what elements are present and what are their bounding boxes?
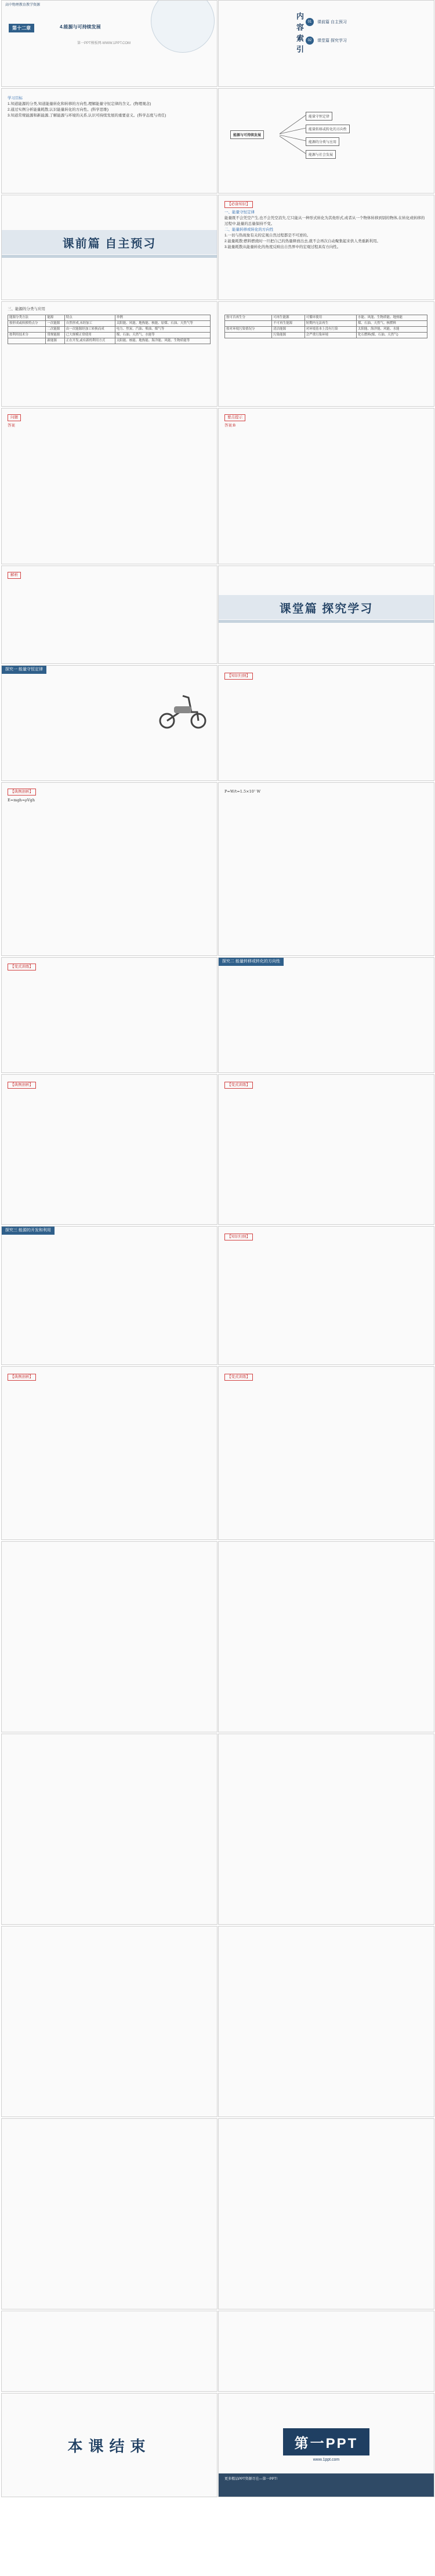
end-text: 本课结束 — [67, 2437, 151, 2455]
toc-item-2[interactable] — [306, 37, 347, 45]
example-text — [8, 1082, 211, 1090]
goals-text — [8, 96, 211, 119]
slide-analysis — [1, 565, 217, 664]
knowledge-summary-tag: 【知识归纳】 — [224, 673, 253, 680]
table-row — [8, 321, 211, 327]
slide-practice-1 — [1, 957, 217, 1073]
toc-number: 01 — [306, 18, 314, 26]
toc-label: 课堂篇 探究学习 — [317, 39, 347, 43]
table-cell — [8, 327, 46, 333]
goal-line: 1.知道能源的分类,知道能量转化和转移的方向性,理解能量守恒定律的含义。(物理观念) — [8, 102, 151, 106]
slide-example-1-solution — [218, 782, 434, 956]
mindmap-root: 能源与可持续发展 — [230, 130, 264, 139]
slide-exercise-1 — [1, 1541, 217, 1732]
knowledge-line: 二、能量转移或转化的方向性 — [224, 228, 274, 232]
table-cell: 已大规模正常使用 — [64, 333, 115, 338]
slide-probe-1 — [1, 665, 217, 781]
section1-title: 课前篇 自主预习 — [62, 237, 157, 250]
goals-header: 学习目标 — [8, 96, 23, 100]
slide-end — [1, 2393, 217, 2497]
slide-question-2 — [218, 408, 434, 564]
table-cell: 水能、风能、生物质能、地热能 — [356, 315, 427, 321]
energy-table — [8, 315, 211, 344]
knowledge-line: 2.能量耗散:燃料燃烧时一旦把自己的热量释放出去,就不会再次自动聚集起来供人类重新利用。 — [224, 239, 381, 243]
table-cell: 不可再生能源 — [272, 321, 305, 327]
table-cell: 可循环使用 — [304, 315, 356, 321]
mindmap-branch: 能源与社会发展 — [306, 150, 336, 159]
goal-line: 3.知道常规能源和新能源,了解能源与环境的关系,认识可持续发展的重要意义。(科学态度与责任) — [8, 114, 166, 118]
formula-line: E=mgh=ρVgh — [8, 798, 35, 802]
slide-goals — [1, 88, 217, 194]
knowledge-line: 3.能量耗散从能量转化的角度反映出自然界中的宏观过程具有方向性。 — [224, 245, 341, 249]
cover-header: 高中物理教育教学资源 — [5, 3, 41, 7]
table-cell: 正在开发,或有新的利用方式 — [64, 338, 115, 344]
table-header-row — [8, 315, 211, 321]
slide-probe-3-knowledge — [218, 1226, 434, 1365]
slide-probe-3-example — [1, 1366, 217, 1540]
table-cell: 清洁能源 — [272, 327, 305, 333]
table-header: 举例 — [115, 315, 210, 321]
slide-knowledge-summary — [218, 665, 434, 781]
table-cell: 可再生能源 — [272, 315, 305, 321]
slide-probe-3 — [1, 1226, 217, 1365]
knowledge-summary-tag: 【知识归纳】 — [224, 1234, 253, 1240]
table-cell: 按可否再生分 — [225, 315, 272, 321]
slide-exercise-9 — [1, 2311, 217, 2392]
table-cell: 煤、石油、天然气、核燃料 — [356, 321, 427, 327]
slide-exercise-6 — [218, 1926, 434, 2117]
table-cell — [8, 338, 46, 344]
chapter-label: 第十二章 — [9, 24, 34, 32]
slide-toc — [218, 0, 434, 87]
slide-exercise-3 — [1, 1734, 217, 1925]
table-cell — [225, 333, 272, 338]
practice-text — [224, 1374, 428, 1382]
practice-tag: 【变式训练】 — [8, 964, 36, 970]
table-cell: 会严重污染环境 — [304, 333, 356, 338]
slide-example-1 — [1, 782, 217, 956]
slide-table-2 — [218, 301, 434, 407]
table-cell: 对环境基本上没有污染 — [304, 327, 356, 333]
mindmap-branch: 能源的分类与应用 — [306, 137, 339, 146]
slide-probe-3-practice — [218, 1366, 434, 1540]
table-cell: 化石燃料(煤、石油、天然气) — [356, 333, 427, 338]
table-cell: 太阳能、海洋能、风能、水能 — [356, 327, 427, 333]
probe-banner: 探究三 能源的开发和利用 — [2, 1227, 55, 1235]
summary-text — [224, 673, 428, 681]
knowledge-line: 1.一切与热现象有关的宏观自然过程都是不可逆的。 — [224, 233, 311, 238]
slide-exercise-8 — [218, 2118, 434, 2309]
toc-number: 02 — [306, 37, 314, 45]
section-title-bar — [219, 595, 434, 619]
question-text — [224, 414, 428, 429]
table-header: 特点 — [64, 315, 115, 321]
table-row — [8, 333, 211, 338]
table-cell: 太阳能、风能、地热能、核能、原煤、石油、天然气等 — [115, 321, 210, 327]
slide-section1 — [1, 195, 217, 300]
table-cell: 污染能源 — [272, 333, 305, 338]
table-cell: 煤、石油、天然气、水能等 — [115, 333, 210, 338]
goal-line: 2.通过实例分析能量耗散,认识能量转化的方向性。(科学思维) — [8, 108, 109, 112]
toc-title: 内容索引 — [295, 12, 304, 56]
section2-title: 课堂篇 探究学习 — [279, 602, 374, 615]
probe-banner: 探究二 能量转移或转化的方向性 — [219, 958, 284, 966]
answer-line: 答案:B — [224, 424, 236, 428]
title-stripe — [2, 255, 217, 258]
slide-exercise-4 — [218, 1734, 434, 1925]
knowledge-text — [224, 201, 428, 250]
logo-url: www.1ppt.com — [313, 2458, 340, 2462]
table-row — [225, 333, 427, 338]
title-stripe — [219, 620, 434, 623]
cover-decoration — [151, 0, 215, 53]
slide-exercise-7 — [1, 2118, 217, 2309]
table-cell: 太阳能、核能、地热能、海洋能、风能、生物质能等 — [115, 338, 210, 344]
slide-logo — [218, 2393, 434, 2497]
table-cell: 常规能源 — [46, 333, 64, 338]
cover-url: 第一PPT模板网-WWW.1PPT.COM — [77, 42, 130, 45]
practice-text — [224, 1082, 428, 1090]
example-tag: 【典例剖析】 — [8, 789, 36, 796]
slide-question-1 — [1, 408, 217, 564]
slide-exercise-10 — [218, 2311, 434, 2392]
practice-tag: 【变式训练】 — [224, 1082, 253, 1089]
practice-tag: 【变式训练】 — [224, 1374, 253, 1381]
footer-strip — [219, 2473, 434, 2497]
footer-text: 更多精品PPT资源尽在—第一PPT! — [224, 2478, 278, 2481]
slide-probe-2-practice — [218, 1074, 434, 1225]
formula-line: P=W/t=1.5×10⁷ W — [224, 789, 261, 794]
solution-text — [224, 789, 428, 794]
summary-text — [224, 1234, 428, 1242]
table-cell — [225, 321, 272, 327]
table-cell: 新能源 — [46, 338, 64, 344]
slide-probe-2 — [218, 957, 434, 1073]
slide-probe-2-example — [1, 1074, 217, 1225]
probe-banner: 探究一 能量守恒定律 — [2, 666, 46, 674]
table-cell: 按形成或转换特点分 — [8, 321, 46, 327]
slide-knowledge — [218, 195, 434, 300]
knowledge-line: 能量既不会凭空产生,也不会凭空消失,它只能从一种形式转化为其他形式,或者从一个物体转移到别的物体,在转化或转移的过程中,能量的总量保持不变。 — [224, 216, 425, 226]
table-cell: 短期内无法再生 — [304, 321, 356, 327]
section-title-bar — [2, 230, 217, 254]
answer-line: 答案 — [8, 424, 15, 428]
table-row — [8, 327, 211, 333]
lesson-title: 4.能源与可持续发展 — [60, 24, 101, 30]
slide-exercise-5 — [1, 1926, 217, 2117]
hint-tag: 要点提示 — [224, 414, 245, 421]
example-tag: 【典例剖析】 — [8, 1082, 36, 1089]
mindmap-connectors — [219, 89, 434, 194]
question-text — [8, 414, 211, 429]
table-header: 能源 — [46, 315, 64, 321]
example-text — [8, 1374, 211, 1382]
slide-table-1 — [1, 301, 217, 407]
table-header: 能源分类方法 — [8, 315, 46, 321]
table-row — [225, 321, 427, 327]
table-cell: 二次能源 — [46, 327, 64, 333]
slide-cover — [1, 0, 217, 87]
practice-text — [8, 964, 211, 972]
scooter-illustration — [157, 689, 209, 729]
logo: 第一PPT — [283, 2428, 370, 2455]
table-cell: 电力、焦炭、汽油、柴油、煤气等 — [115, 327, 210, 333]
analysis-text — [8, 572, 211, 581]
table-cell: 按对环境污染情况分 — [225, 327, 272, 333]
toc-item-1[interactable] — [306, 18, 347, 26]
table-cell: 按利用技术分 — [8, 333, 46, 338]
slide-exercise-2 — [218, 1541, 434, 1732]
slide-mindmap — [218, 88, 434, 194]
ask-tag: 问题 — [8, 414, 21, 421]
table-row — [225, 315, 427, 321]
knowledge-line: 一、能量守恒定律 — [224, 210, 255, 214]
example-text — [8, 789, 211, 803]
mindmap-branch: 能量转移或转化的方向性 — [306, 125, 350, 133]
knowledge-tag: 【必备知识】 — [224, 201, 253, 208]
table-row — [8, 338, 211, 344]
energy-table-continued — [224, 315, 427, 338]
table-cell: 一次能源 — [46, 321, 64, 327]
mindmap-branch: 能量守恒定律 — [306, 112, 332, 121]
example-tag: 【典例剖析】 — [8, 1374, 36, 1381]
table-cell: 自然形成,未经加工 — [64, 321, 115, 327]
table-cell: 由一次能源经加工转换而成 — [64, 327, 115, 333]
toc-label: 课前篇 自主预习 — [317, 20, 347, 24]
slide-section2 — [218, 565, 434, 664]
table-title: 三、能源的分类与应用 — [8, 307, 45, 311]
table-row — [225, 327, 427, 333]
analysis-tag: 解析 — [8, 572, 21, 579]
